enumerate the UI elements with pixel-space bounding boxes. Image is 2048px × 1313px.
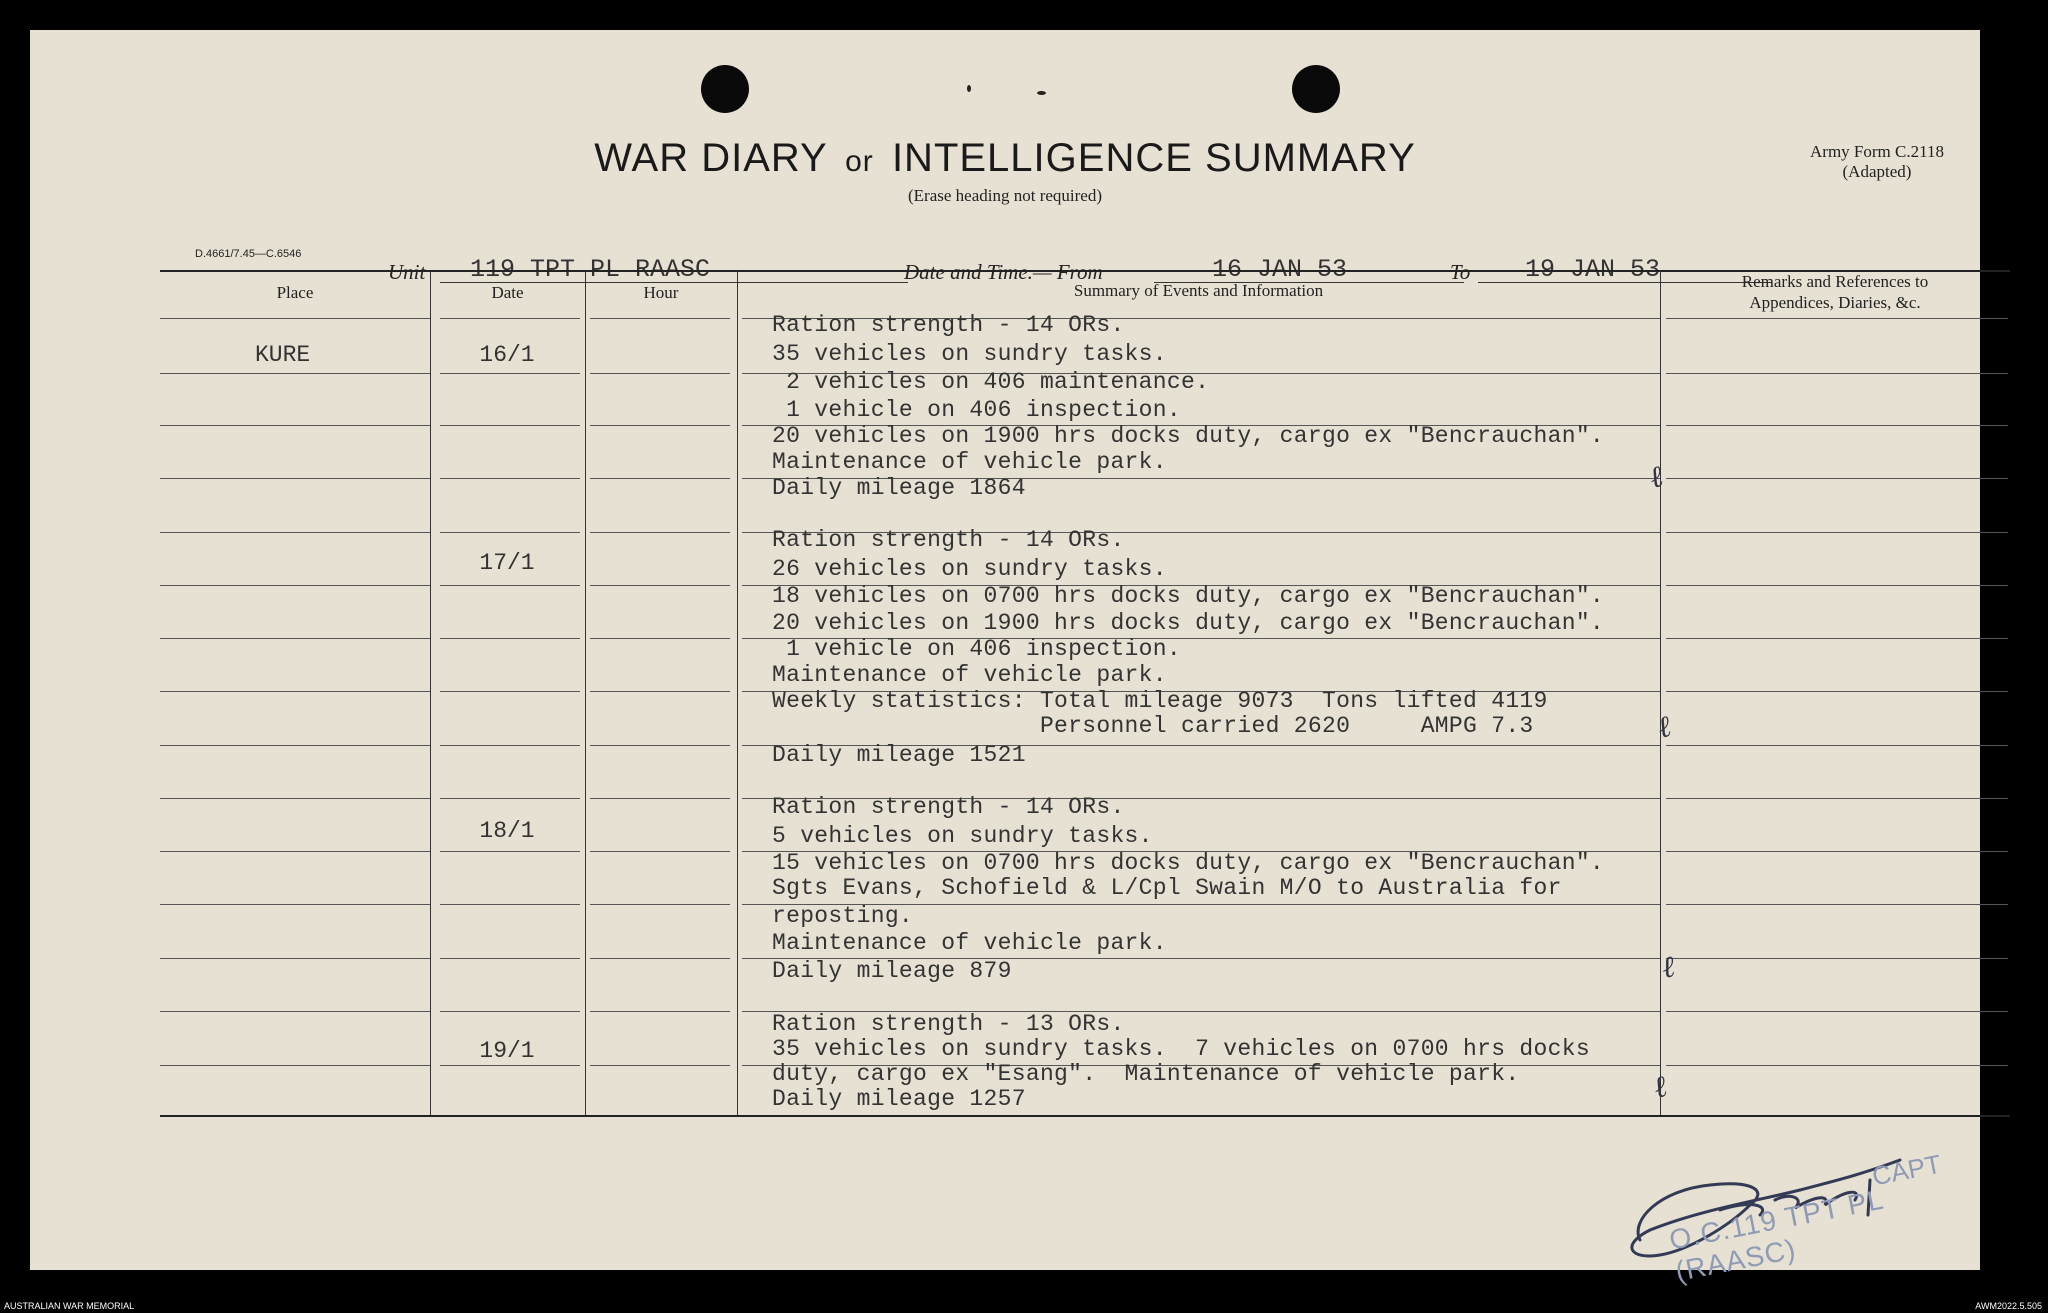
punch-hole-right [1292, 65, 1340, 113]
summary-line: Ration strength - 13 ORs. [772, 1011, 1125, 1037]
col-divider-summary-remarks [1660, 271, 1661, 1115]
initial-signature: ℓ [1645, 458, 1667, 497]
ruled-line [590, 425, 730, 426]
initial-signature: ℓ [1659, 949, 1678, 986]
stamp-rank: CAPT [1869, 1148, 1944, 1192]
form-print-code: D.4661/7.45—C.6546 [195, 248, 302, 260]
form-title-part2: INTELLIGENCE SUMMARY [891, 136, 1416, 180]
ruled-line [590, 691, 730, 692]
summary-line: 35 vehicles on sundry tasks. [772, 341, 1167, 367]
ruled-line [1666, 1011, 2008, 1012]
summary-line: Maintenance of vehicle park. [772, 662, 1167, 688]
summary-line: Maintenance of vehicle park. [772, 930, 1167, 956]
ruled-line [160, 958, 430, 959]
form-title-or: or [845, 145, 874, 178]
ruled-line [160, 851, 430, 852]
ruled-line [1666, 958, 2008, 959]
ruled-line [440, 1065, 580, 1066]
initial-signature: ℓ [1653, 708, 1675, 747]
ruled-line [160, 745, 430, 746]
unit-label: Unit [388, 260, 426, 284]
summary-line: Daily mileage 1864 [772, 475, 1026, 501]
paper-mark [967, 85, 971, 92]
ruled-line [160, 1065, 430, 1066]
ruled-line [1666, 425, 2008, 426]
summary-line: 5 vehicles on sundry tasks. [772, 823, 1153, 849]
table-bottom-rule [160, 1115, 2010, 1117]
ruled-line [1666, 745, 2008, 746]
to-label: To [1450, 260, 1471, 284]
ruled-line [1666, 1065, 2008, 1066]
summary-line: 1 vehicle on 406 inspection. [772, 636, 1181, 662]
col-header-remarks-line1: Remarks and References to [1741, 272, 1929, 291]
col-header-remarks [1660, 271, 2010, 313]
ruled-line [440, 585, 580, 586]
ruled-line [1666, 318, 2008, 319]
ruled-line [440, 691, 580, 692]
summary-line: 2 vehicles on 406 maintenance. [772, 369, 1210, 395]
ruled-line [1666, 532, 2008, 533]
stamp-unit: O.C.119 TPT PL (RAASC) [1666, 1183, 1886, 1288]
col-divider-date-hour [585, 271, 586, 1115]
ruled-line [1666, 691, 2008, 692]
summary-line: Maintenance of vehicle park. [772, 449, 1167, 475]
place-entry: KURE [255, 342, 311, 368]
summary-line: 1 vehicle on 406 inspection. [772, 397, 1181, 423]
ruled-line [440, 638, 580, 639]
ruled-line [160, 1011, 430, 1012]
col-header-summary: Summary of Events and Information [1073, 281, 1324, 300]
ruled-line [160, 425, 430, 426]
summary-line: Ratіon strength - 14 ORs. [772, 312, 1125, 338]
ruled-line [590, 318, 730, 319]
ruled-line [1666, 373, 2008, 374]
summary-line: Sgts Evans, Schofield & L/Cpl Swain M/O to Australia for [772, 875, 1562, 901]
form-subtitle: (Erase heading not required) [908, 186, 1102, 205]
ruled-line [440, 851, 580, 852]
ruled-line [160, 585, 430, 586]
ruled-line [440, 745, 580, 746]
ruled-line [160, 798, 430, 799]
ruled-line [440, 318, 580, 319]
to-value: 19 JAN 53 [1525, 255, 1661, 284]
ruled-line [160, 478, 430, 479]
ruled-line [1666, 478, 2008, 479]
summary-line: 18 vehicles on 0700 hrs docks duty, cargo ex "Bencrauchan". [772, 583, 1605, 609]
army-form-adapted: (Adapted) [1842, 162, 1912, 181]
col-divider-hour-summary [737, 271, 738, 1115]
army-form-label: Army Form C.2118 [1810, 142, 1944, 161]
summary-line: Weekly statistics: Total mileage 9073 Tons lifted 4119 [772, 688, 1548, 714]
ruled-line [440, 532, 580, 533]
ruled-line [1666, 798, 2008, 799]
ruled-line [440, 798, 580, 799]
ruled-line [590, 851, 730, 852]
summary-line: 20 vehicles on 1900 hrs docks duty, cargo ex "Bencrauchan". [772, 610, 1605, 636]
date-entry: 18/1 [479, 818, 535, 844]
diary-page [30, 30, 1980, 1288]
ruled-line [160, 638, 430, 639]
col-header-place: Place [276, 283, 314, 302]
col-header-hour: Hour [643, 283, 679, 302]
archive-reference: AWM2022.5.505 [1975, 1301, 2042, 1311]
summary-line: Ration strength - 14 ORs. [772, 794, 1125, 820]
summary-line: duty, cargo ex "Esang". Maintenance of vehicle park. [772, 1061, 1520, 1087]
col-header-date: Date [491, 283, 524, 302]
ruled-line [440, 958, 580, 959]
unit-value: 119 TPT PL RAASC [470, 255, 711, 284]
col-header-remarks-line2: Appendices, Diaries, &c. [1749, 293, 1921, 312]
summary-line: 35 vehicles on sundry tasks. 7 vehicles on 0700 hrs docks [772, 1036, 1590, 1062]
ruled-line [590, 638, 730, 639]
ruled-line [590, 478, 730, 479]
ruled-line [590, 904, 730, 905]
ruled-line [160, 532, 430, 533]
ruled-line [440, 425, 580, 426]
ruled-line [590, 798, 730, 799]
from-value: 16 JAN 53 [1212, 255, 1348, 284]
ruled-line [1666, 585, 2008, 586]
summary-line: 15 vehicles on 0700 hrs docks duty, cargo ex "Bencrauchan". [772, 850, 1605, 876]
form-title-part1: WAR DIARY [594, 136, 827, 180]
ruled-line [160, 691, 430, 692]
ruled-line [440, 478, 580, 479]
ruled-line [590, 373, 730, 374]
ruled-line [440, 1011, 580, 1012]
date-time-label: Date and Time.— From [904, 260, 1103, 284]
ruled-line [590, 958, 730, 959]
ruled-line [1666, 638, 2008, 639]
initial-signature: ℓ [1649, 1068, 1671, 1107]
summary-line: Ration strength - 14 ORs. [772, 527, 1125, 553]
ruled-line [590, 745, 730, 746]
archive-caption: AUSTRALIAN WAR MEMORIAL [4, 1301, 135, 1311]
summary-line: Daily mileage 1257 [772, 1086, 1026, 1112]
col-divider-place-date [430, 271, 431, 1115]
date-entry: 19/1 [479, 1038, 535, 1064]
ruled-line [440, 373, 580, 374]
paper-mark [1037, 91, 1046, 95]
ruled-line [160, 904, 430, 905]
summary-line: reposting. [772, 903, 914, 929]
punch-hole-left [701, 65, 749, 113]
ruled-line [590, 1065, 730, 1066]
summary-line: Daily mileage 879 [772, 958, 1012, 984]
form-title [30, 136, 1980, 181]
summary-line: 20 vehicles on 1900 hrs docks duty, cargo ex "Bencrauchan". [772, 423, 1605, 449]
ruled-line [160, 318, 430, 319]
ruled-line [590, 1011, 730, 1012]
ruled-line [160, 373, 430, 374]
date-entry: 16/1 [479, 342, 535, 368]
summary-line: Daily mileage 1521 [772, 742, 1026, 768]
ruled-line [590, 532, 730, 533]
ruled-line [590, 585, 730, 586]
army-form-number [1810, 142, 1944, 182]
summary-line: 26 vehicles on sundry tasks. [772, 556, 1167, 582]
summary-line: Personnel carried 2620 AMPG 7.3 [772, 713, 1534, 739]
date-entry: 17/1 [479, 550, 535, 576]
ruled-line [1666, 851, 2008, 852]
ruled-line [1666, 904, 2008, 905]
ruled-line [440, 904, 580, 905]
